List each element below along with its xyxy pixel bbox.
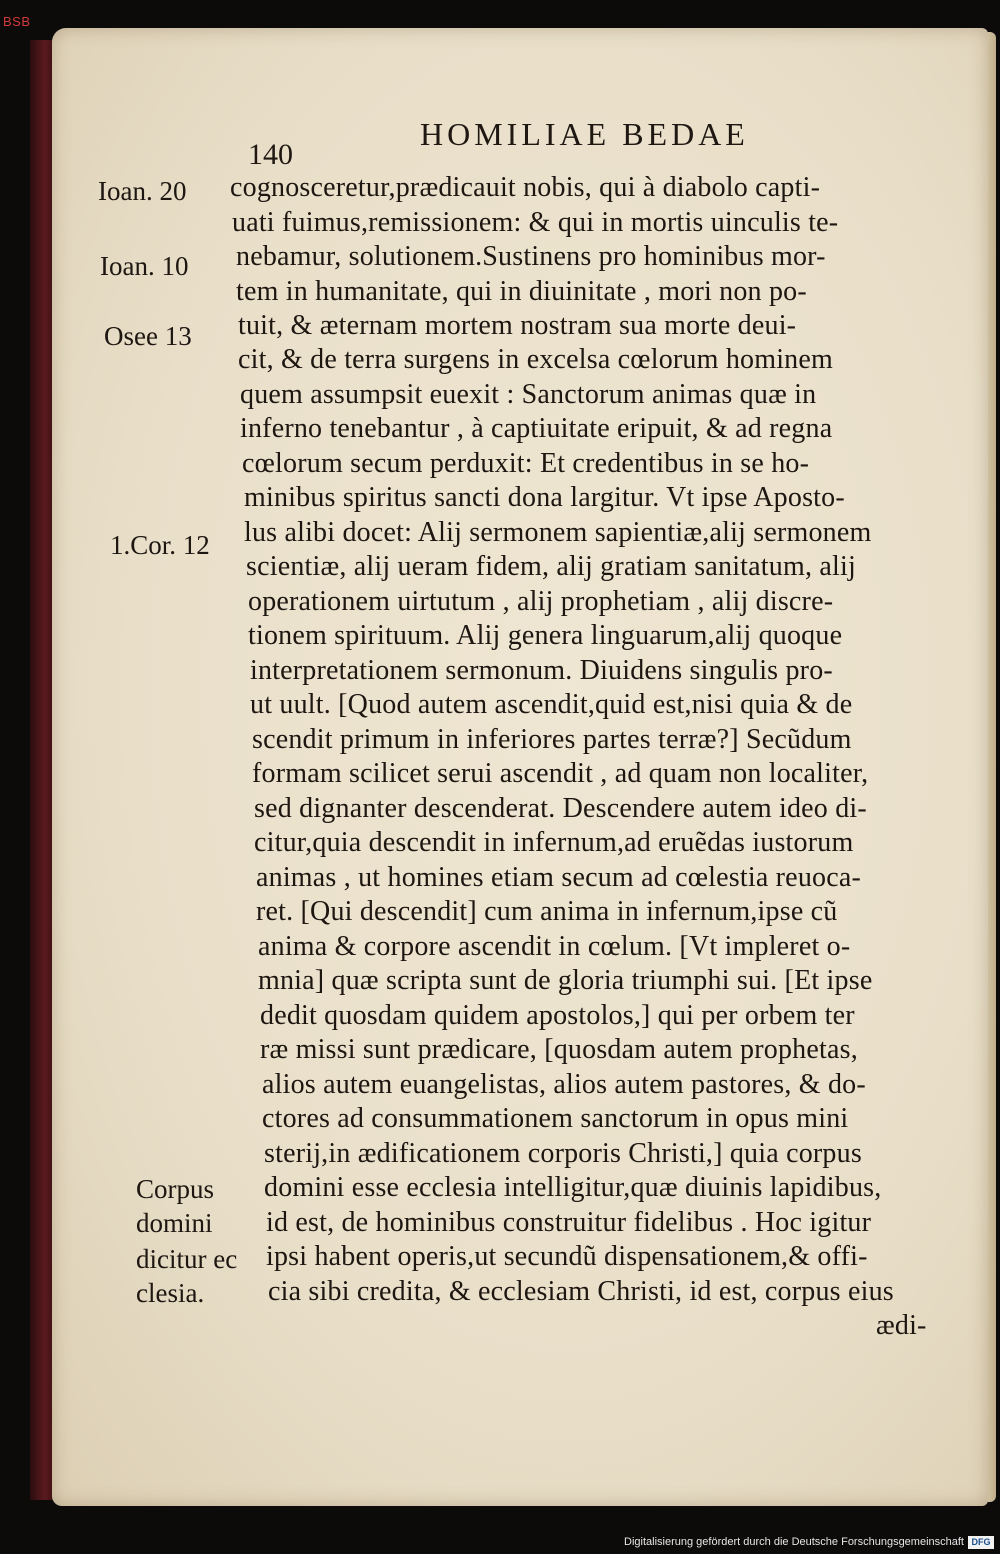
text-line: operationem uirtutum , alij prophetiam , alij discre- [248, 586, 834, 617]
text-line: mnia] quæ scripta sunt de gloria triumphi sui. [Et ipse [258, 965, 873, 996]
text-line: sed dignanter descenderat. Descendere autem ideo di- [254, 793, 867, 824]
text-line: citur,quia descendit in infernum,ad eruẽdas iustorum [254, 827, 854, 858]
text-line: anima & corpore ascendit in cœlum. [Vt impleret o- [258, 931, 851, 962]
margin-note: Osee 13 [104, 321, 192, 351]
text-line: animas , ut homines etiam secum ad cœlestia reuoca- [256, 862, 861, 893]
text-line: alios autem euangelistas, alios autem pastores, & do- [262, 1069, 866, 1100]
text-line: cognosceretur,prædicauit nobis, qui à diabolo capti- [230, 172, 821, 203]
text-line: formam scilicet serui ascendit , ad quam non localiter, [252, 758, 869, 789]
text-line: ipsi habent operis,ut secundũ dispensationem,& offi- [266, 1241, 868, 1272]
side-gloss-line: domini [136, 1208, 213, 1238]
text-line: cœlorum secum perduxit: Et credentibus in se ho- [242, 448, 810, 479]
side-gloss-line: dicitur ec [136, 1244, 238, 1274]
text-line: inferno tenebantur , à captiuitate eripuit, & ad regna [240, 413, 833, 444]
text-line: uati fuimus,remissionem: & qui in mortis uinculis te- [232, 207, 839, 238]
text-line: quem assumpsit euexit : Sanctorum animas quæ in [240, 379, 817, 410]
text-line: interpretationem sermonum. Diuidens singulis pro- [250, 655, 833, 686]
bsb-logo: BSB [3, 14, 31, 29]
text-line: ut uult. [Quod autem ascendit,quid est,nisi quia & de [250, 689, 853, 720]
running-title: HOMILIAE BEDAE [420, 116, 749, 152]
text-line: nebamur, solutionem.Sustinens pro hominibus mor- [236, 241, 826, 272]
text-line: cia sibi credita, & ecclesiam Christi, id est, corpus eius [268, 1276, 894, 1307]
text-line: domini esse ecclesia intelligitur,quæ diuinis lapidibus, [264, 1172, 882, 1203]
text-line: dedit quosdam quidem apostolos,] qui per orbem ter [260, 1000, 855, 1031]
text-line: ctores ad consummationem sanctorum in opus mini [262, 1103, 849, 1134]
text-line: tuit, & æternam mortem nostram sua morte deui- [238, 310, 797, 341]
text-line: ret. [Qui descendit] cum anima in infernum,ipse cũ [256, 896, 838, 927]
text-line: lus alibi docet: Alij sermonem sapientiæ,alij sermonem [244, 517, 872, 548]
text-line: id est, de hominibus construitur fidelibus . Hoc igitur [266, 1207, 872, 1238]
text-line: cit, & de terra surgens in excelsa cœlorum hominem [238, 344, 833, 375]
margin-note: 1.Cor. 12 [110, 530, 210, 560]
side-gloss-line: Corpus [136, 1174, 215, 1204]
text-line: scendit primum in inferiores partes terræ?] Secũdum [252, 724, 852, 755]
margin-note: Ioan. 20 [98, 176, 187, 206]
text-line: minibus spiritus sancti dona largitur. Vt ipse Aposto- [244, 482, 845, 513]
text-line: scientiæ, alij ueram fidem, alij gratiam sanitatum, alij [246, 551, 856, 582]
catchword: ædi- [876, 1310, 927, 1341]
margin-note: Ioan. 10 [100, 251, 189, 281]
text-line: tionem spirituum. Alij genera linguarum,alij quoque [248, 620, 843, 651]
digitization-credit: Digitalisierung gefördert durch die Deutsche Forschungsgemeinschaft [624, 1536, 964, 1548]
dfg-logo: DFG [968, 1536, 994, 1549]
text-line: tem in humanitate, qui in diuinitate , mori non po- [236, 276, 807, 307]
side-gloss-line: clesia. [136, 1278, 205, 1308]
page-number: 140 [248, 138, 293, 171]
text-line: sterij,in ædificationem corporis Christi,] quia corpus [264, 1138, 862, 1169]
text-line: ræ missi sunt prædicare, [quosdam autem prophetas, [260, 1034, 858, 1065]
